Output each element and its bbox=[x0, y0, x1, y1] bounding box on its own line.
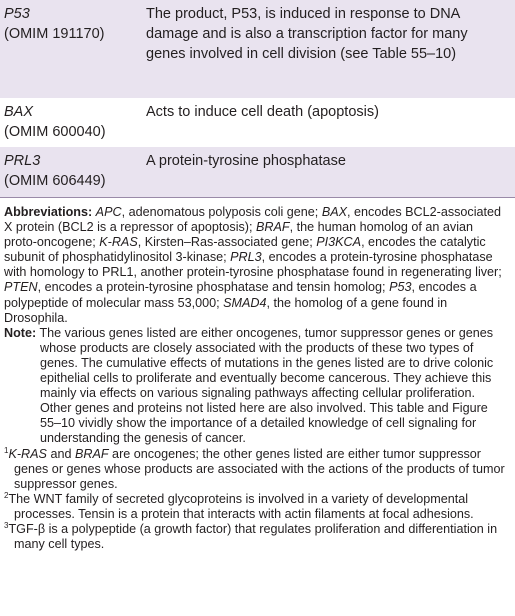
gene-symbol: PRL3 bbox=[230, 250, 262, 265]
text-run: , encodes BCL2-associated X protein (BCL2 is a repressor of apoptosis); bbox=[4, 205, 502, 235]
gene-table bbox=[0, 0, 515, 198]
gene-symbol: BAX bbox=[321, 205, 348, 219]
footnote-text bbox=[8, 447, 504, 491]
abbreviations-paragraph bbox=[4, 205, 509, 326]
gene-symbol: APC bbox=[95, 205, 122, 219]
gene-name: P53 bbox=[4, 6, 30, 22]
abbreviations-text bbox=[4, 205, 502, 325]
omim-id: (OMIM 600040) bbox=[4, 124, 106, 140]
text-run: , encodes a polypeptide of molecular mass 53,000; bbox=[4, 280, 477, 310]
footnote-1 bbox=[4, 447, 509, 492]
footnote-text bbox=[8, 522, 497, 551]
footnote-text bbox=[8, 492, 473, 521]
text-run: TGF-β is a polypeptide (a growth factor) that regulates proliferation and differentiation in many cell types. bbox=[8, 521, 498, 552]
note-text: The various genes listed are either oncogenes, tumor suppressor genes or genes whose products are closely associated with the products of these two types of genes. The cumulative effects of mutations in the genes listed are to drive colonic epithelial cells to proliferate and eventually become cancerous. They achieve this mainly via effects on various signaling pathways affecting cellular proliferation. Other genes and proteins not listed here are also involved. This table and Figure 55–10 vividly show the importance of a detailed knowledge of cell signaling for understanding the genesis of cancer. bbox=[39, 325, 494, 446]
text-run: are oncogenes; the other genes listed are either tumor suppressor genes or genes whose products are associated with the actions of the products of tumor suppressor genes. bbox=[14, 446, 505, 491]
omim-id: (OMIM 191170) bbox=[4, 26, 105, 42]
text-run: , the homolog of a gene found in Drosophila. bbox=[4, 295, 448, 325]
footnote-mark: 3 bbox=[4, 520, 9, 530]
table-row-p53 bbox=[0, 0, 515, 98]
text-run: , Kirsten–Ras-associated gene; bbox=[137, 235, 317, 250]
abbreviations-label: Abbreviations: bbox=[4, 205, 93, 219]
description-cell: A protein-tyrosine phosphatase bbox=[146, 153, 346, 169]
gene-cell bbox=[0, 0, 138, 98]
text-run: , encodes a protein-tyrosine phosphatase with homology to PRL1, another protein-tyrosine phosphatase found in regenerating liver; bbox=[4, 250, 502, 280]
text-run: , encodes a protein-tyrosine phosphatase and tensin homolog; bbox=[37, 280, 390, 295]
gene-symbol: SMAD4 bbox=[223, 295, 267, 310]
gene-name: BAX bbox=[4, 104, 34, 120]
gene-cell bbox=[0, 147, 138, 197]
description-cell: The product, P53, is induced in response to DNA damage and is also a transcription factor for many genes involved in cell division (see Table 55–10) bbox=[146, 6, 468, 62]
note-label: Note: bbox=[4, 325, 37, 340]
gene-symbol: PTEN bbox=[4, 280, 38, 295]
description-cell: Acts to induce cell death (apoptosis) bbox=[146, 104, 379, 120]
footnote-2 bbox=[4, 492, 509, 522]
footnote-mark: 2 bbox=[4, 490, 9, 500]
gene-cell bbox=[0, 98, 138, 147]
gene-name: PRL3 bbox=[4, 153, 41, 169]
text-run: , encodes the catalytic subunit of phosphatidylinositol 3-kinase; bbox=[4, 235, 486, 265]
table-row-prl3 bbox=[0, 147, 515, 197]
footnote-3 bbox=[4, 522, 509, 552]
footnote-mark: 1 bbox=[4, 445, 9, 455]
gene-symbol: BRAF bbox=[256, 220, 290, 235]
gene-symbol: K-RAS bbox=[99, 235, 138, 250]
text-run: , the human homolog of an avian proto-oncogene; bbox=[4, 220, 474, 250]
gene-symbol: P53 bbox=[389, 280, 412, 295]
gene-symbol: BRAF bbox=[74, 446, 109, 461]
table-row-bax bbox=[0, 98, 515, 147]
gene-symbol: K-RAS bbox=[8, 446, 47, 461]
text-run: , adenomatous polyposis coli gene; bbox=[121, 205, 322, 219]
omim-id: (OMIM 606449) bbox=[4, 173, 106, 189]
text-run: The WNT family of secreted glycoproteins is involved in a variety of developmental processes. Tensin is a protein that interacts with actin filaments at focal adhesions. bbox=[8, 491, 474, 521]
gene-symbol: PI3KCA bbox=[316, 235, 362, 250]
note-paragraph bbox=[4, 326, 509, 447]
text-run: and bbox=[46, 446, 75, 461]
table-notes bbox=[0, 198, 515, 552]
